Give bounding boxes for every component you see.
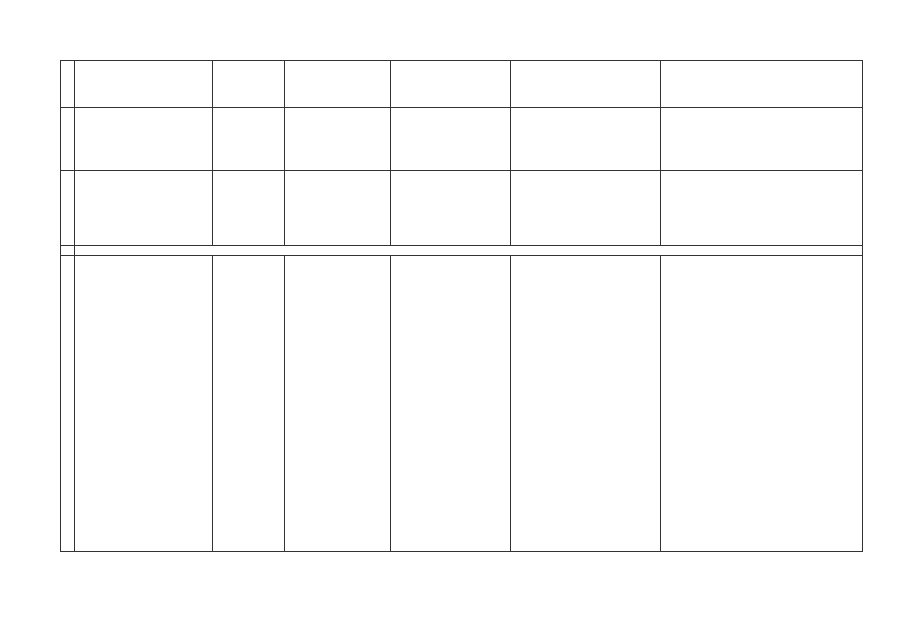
indicator-cell	[511, 171, 661, 246]
measure-name-cell	[75, 108, 213, 171]
start-year-cell	[285, 108, 391, 171]
target-indicator-cell	[661, 61, 863, 108]
start-year-cell	[285, 61, 391, 108]
executor-cell	[213, 61, 285, 108]
measure-name-cell	[75, 171, 213, 246]
row-number-cell	[61, 246, 75, 256]
row-number-cell	[61, 108, 75, 171]
indicator-cell	[511, 256, 661, 552]
program-table	[60, 60, 863, 552]
measure-name-cell	[75, 256, 213, 552]
table-row	[61, 256, 863, 552]
measure-name-cell	[75, 61, 213, 108]
table-row	[61, 108, 863, 171]
row-number-cell	[61, 256, 75, 552]
indicator-cell	[511, 108, 661, 171]
indicator-cell	[511, 61, 661, 108]
executor-cell	[213, 108, 285, 171]
target-indicator-cell	[661, 108, 863, 171]
row-number-cell	[61, 61, 75, 108]
end-year-cell	[391, 171, 511, 246]
end-year-cell	[391, 256, 511, 552]
start-year-cell	[285, 256, 391, 552]
table-row	[61, 61, 863, 108]
row-number-cell	[61, 171, 75, 246]
executor-cell	[213, 256, 285, 552]
target-indicator-cell	[661, 171, 863, 246]
table-row	[61, 171, 863, 246]
end-year-cell	[391, 108, 511, 171]
subprogram-title-cell	[75, 246, 863, 256]
program-table-page	[60, 60, 863, 552]
executor-cell	[213, 171, 285, 246]
start-year-cell	[285, 171, 391, 246]
page-number	[449, 606, 457, 614]
target-indicator-cell	[661, 256, 863, 552]
section-row	[61, 246, 863, 256]
end-year-cell	[391, 61, 511, 108]
